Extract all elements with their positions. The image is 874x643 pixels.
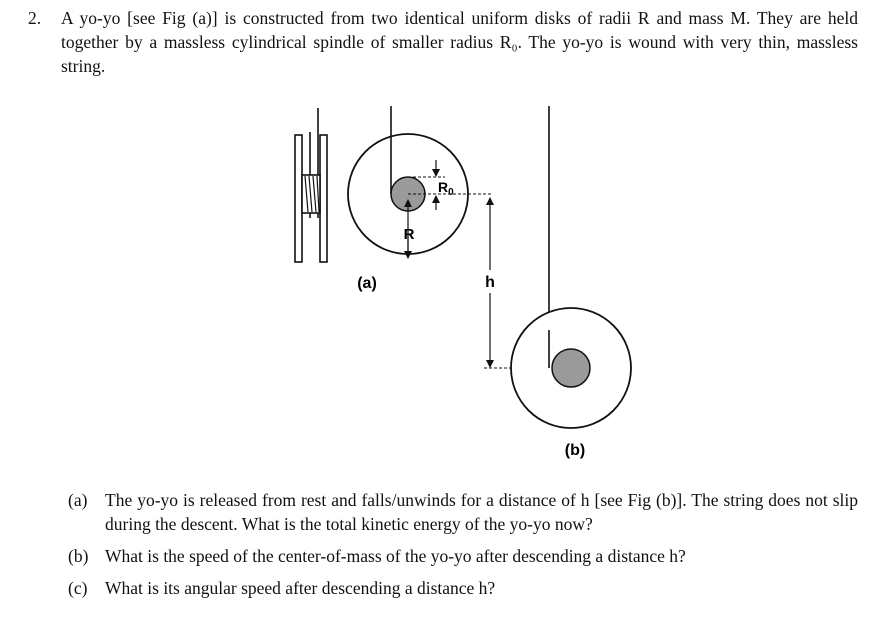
problem-statement: A yo-yo [see Fig (a)] is constructed from two identical uniform disks of radii R and mass M. They are held together by a massless cylindrical spindle of smaller radius R₀. The yo-yo is wound with very thin, massless string. xyxy=(61,8,858,76)
side-disk-right xyxy=(320,135,327,262)
sub-question-a xyxy=(68,488,858,536)
problem-number: 2. xyxy=(28,8,42,28)
spindle-b xyxy=(552,349,590,387)
sub-question-c xyxy=(68,576,858,600)
sub-question-text: The yo-yo is released from rest and falls/unwinds for a distance of h [see Fig (b)]. The string does not slip during the descent. What is the total kinetic energy of the yo-yo now? xyxy=(105,490,858,534)
yo-yo-front-view-a xyxy=(348,106,492,292)
sub-question-b xyxy=(68,544,858,568)
figure-label-b: (b) xyxy=(564,442,586,459)
yo-yo-side-view xyxy=(295,108,327,262)
sub-question-label: (a) xyxy=(68,490,88,510)
sub-question-text: What is its angular speed after descending a distance h? xyxy=(105,578,496,598)
sub-questions xyxy=(68,488,858,608)
sub-question-label: (c) xyxy=(68,578,88,598)
side-disk-left xyxy=(295,135,302,262)
yo-yo-front-view-b xyxy=(511,106,631,459)
sub-question-label: (b) xyxy=(68,546,89,566)
label-R: R xyxy=(403,226,415,243)
sub-question-text: What is the speed of the center-of-mass of the yo-yo after descending a distance h? xyxy=(105,546,686,566)
label-h: h xyxy=(485,274,495,291)
label-R0: $R_0$ xyxy=(438,179,454,198)
figure-label-a: (a) xyxy=(357,275,377,292)
